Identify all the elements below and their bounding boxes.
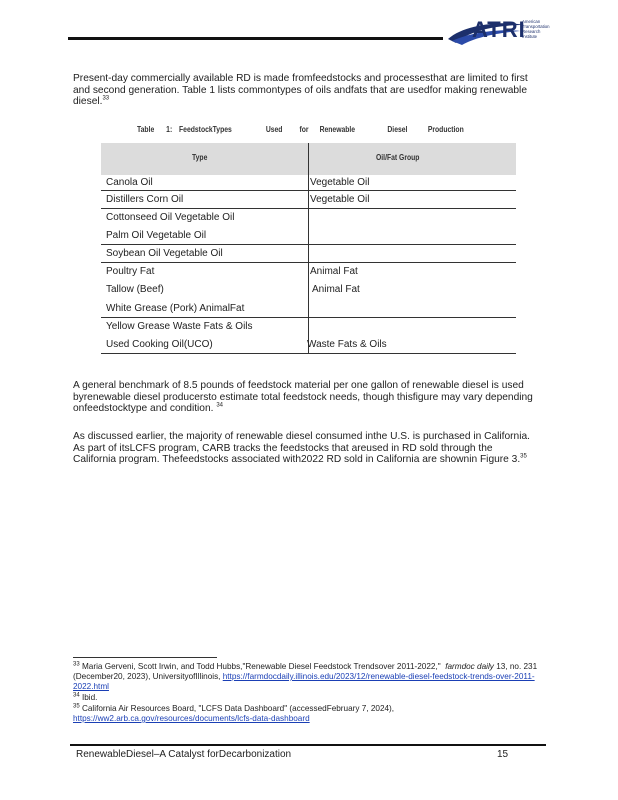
footnote-33-link[interactable]: https://farmdocdaily.illinois.edu/2023/12/renewable-diesel-feedstock-trends-over-2011-2022.html [73, 672, 535, 691]
table-header-type: Type [192, 153, 208, 162]
paragraph-2: A general benchmark of 8.5 pounds of feedstock material per one gallon of renewable diesel is used byrenewable diesel producersto estimate total feedstock needs, though thisfigure may vary depending onfeedstocktype and condition. $^{34}$ [73, 380, 533, 415]
logo-text: ATRI [472, 17, 526, 42]
table-cell-group: Animal Fat [310, 266, 358, 277]
table-row-divider [101, 190, 516, 191]
table-cell-group: Animal Fat [312, 284, 360, 295]
table-cell-group: Vegetable Oil [310, 177, 370, 188]
table-cell-type: Used Cooking Oil(UCO) [106, 339, 213, 350]
footnote-35: $^{35}$ California Air Resources Board, "LCFS Data Dashboard" (accessedFebruary 7, 2024), https://ww2.arb.ca.gov/resources/documents/lcfs-data-dashboard [73, 703, 395, 723]
table-row-divider [101, 262, 516, 263]
table-cell-group: Vegetable Oil [310, 194, 370, 205]
table-column-divider [308, 143, 309, 353]
table-row-divider [101, 244, 516, 245]
footnote-34: $^{34}$ Ibid. [73, 692, 98, 702]
footnote-ref-34[interactable]: 34 [216, 402, 223, 409]
footnote-ref-35[interactable]: 35 [520, 453, 527, 460]
footer-title: RenewableDiesel–A Catalyst forDecarbonization [76, 749, 292, 760]
page-number: 15 [497, 749, 509, 760]
table-cell-type: Tallow (Beef) [106, 284, 164, 295]
footnote-ref-33[interactable]: 33 [102, 95, 110, 102]
table-header-group: Oil/Fat Group [376, 153, 420, 162]
paragraph-3: As discussed earlier, the majority of renewable diesel consumed inthe U.S. is purchased in California. As part of itsLCFS program, CARB tracks the feedstocks that areused in RD sold through the California program. Thefeedstocks associated with2022 RD sold in California are shownin Figure 3.35 [73, 431, 530, 466]
header-rule [68, 37, 443, 40]
table-row-divider [101, 317, 516, 318]
footnote-separator [73, 657, 217, 658]
footnote-35-link[interactable]: https://ww2.arb.ca.gov/resources/documents/lcfs-data-dashboard [73, 714, 310, 723]
table-caption: Table 1: FeedstockTypes Used for Renewable Diesel Production [137, 125, 464, 134]
table-cell-type: Soybean Oil Vegetable Oil [106, 248, 223, 259]
logo-tagline: American Transportation Research Institute [522, 19, 550, 39]
table-cell-type: White Grease (Pork) AnimalFat [106, 303, 245, 314]
table-cell-group: Waste Fats & Oils [307, 339, 387, 350]
table-cell-type: Distillers Corn Oil [106, 194, 184, 205]
footer-rule [70, 744, 546, 746]
paragraph-1: Present-day commercially available RD is made fromfeedstocks and processesthat are limited to first and second generation. Table 1 lists commontypes of oils andfats that are usedfor making renewable diesel.$^{33}$ [73, 73, 528, 108]
table-cell-type: Cottonseed Oil Vegetable Oil [106, 212, 235, 223]
table-cell-type: Canola Oil [106, 177, 153, 188]
table-cell-type: Palm Oil Vegetable Oil [106, 230, 207, 241]
footnote-33: $^{33}$ Maria Gerveni, Scott Irwin, and Todd Hubbs,"Renewable Diesel Feedstock Trendsover 2011-2022," farmdoc daily 13, no. 231 (December20, 2023), UniversityofIllinois, https://farmdocdaily.illinois.edu/2023/12/renewable-diesel-feedstock-trends-over-2011-2022.html [73, 661, 538, 691]
table-row-divider [101, 208, 516, 209]
table-cell-type: Yellow Grease Waste Fats & Oils [106, 321, 253, 332]
atri-logo [446, 15, 556, 49]
table-cell-type: Poultry Fat [106, 266, 155, 277]
table-row-divider [101, 353, 516, 354]
